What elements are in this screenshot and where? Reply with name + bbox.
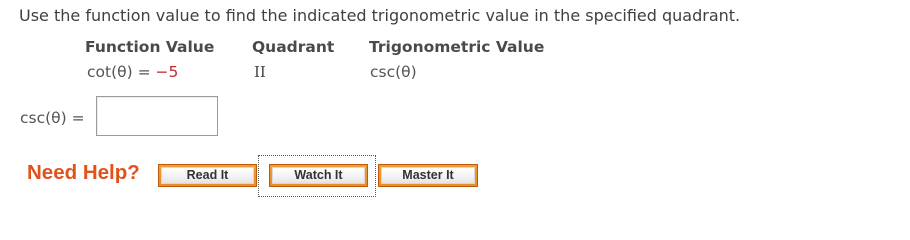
function-value-cell [87,63,178,81]
master-it-button[interactable] [378,164,478,187]
need-help-title: Need Help? [27,161,140,184]
header-quadrant: Quadrant [252,38,335,56]
quadrant-cell: II [254,63,266,81]
watch-it-button[interactable] [269,164,368,187]
trigonometric-value-cell: csc(θ) [370,63,417,81]
answer-input[interactable] [96,96,218,136]
read-it-label: Read It [161,167,254,184]
function-value-expression: cot(θ) = [87,63,156,81]
master-it-label: Master It [381,167,475,184]
header-trigonometric-value: Trigonometric Value [369,38,545,56]
question-instruction: Use the function value to find the indicated trigonometric value in the specified quadrant. [19,6,741,25]
header-function-value: Function Value [85,38,215,56]
function-value-number: −5 [155,63,179,81]
watch-it-label: Watch It [272,167,365,184]
answer-label: csc(θ) = [20,109,85,127]
read-it-button[interactable] [158,164,257,187]
